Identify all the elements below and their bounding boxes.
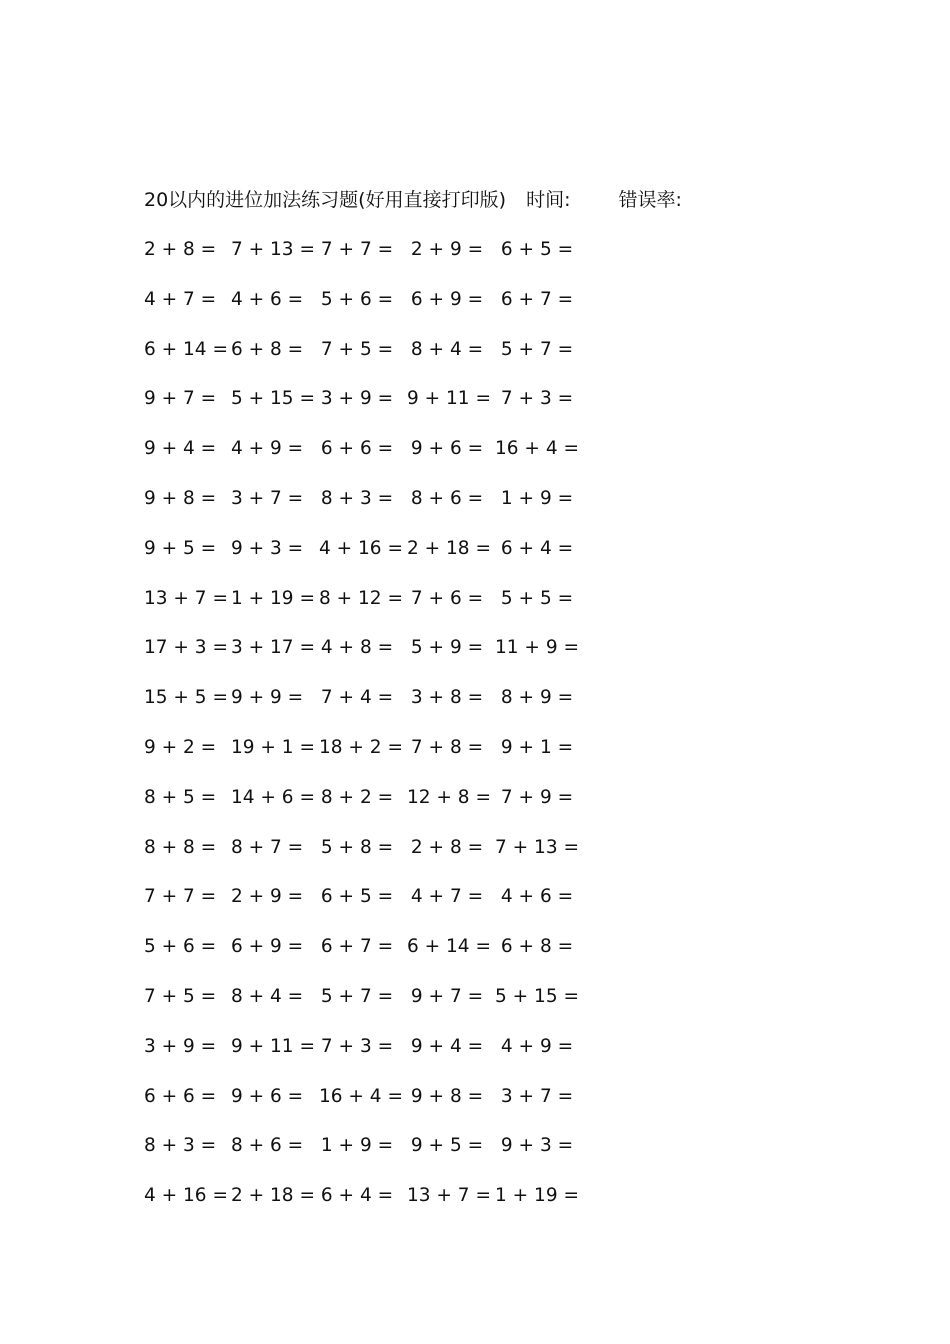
- addition-problem: 4 + 16 =: [319, 537, 403, 559]
- addition-problem: 6 + 7 =: [500, 288, 574, 310]
- addition-problem: 7 + 7 =: [144, 886, 217, 908]
- addition-problem: 6 + 4 =: [320, 1185, 394, 1207]
- addition-problem: 6 + 14 =: [144, 338, 228, 360]
- addition-problem: 1 + 9 =: [500, 487, 574, 509]
- addition-problem: 3 + 7 =: [231, 487, 304, 509]
- addition-problem: 11 + 9 =: [495, 637, 579, 659]
- addition-problem: 7 + 4 =: [320, 687, 394, 709]
- addition-problem: 8 + 5 =: [144, 786, 217, 808]
- addition-problem: 8 + 3 =: [144, 1135, 217, 1157]
- addition-problem: 5 + 7 =: [320, 985, 394, 1007]
- addition-problem: 8 + 4 =: [410, 338, 484, 360]
- addition-problem: 2 + 9 =: [231, 886, 304, 908]
- addition-problem: 9 + 11 =: [407, 388, 491, 410]
- addition-problem: 8 + 4 =: [231, 985, 304, 1007]
- addition-problem: 8 + 2 =: [320, 786, 394, 808]
- addition-problem: 17 + 3 =: [144, 637, 228, 659]
- addition-problem: 9 + 3 =: [231, 537, 304, 559]
- problem-row: [144, 1182, 604, 1232]
- addition-problem: 9 + 6 =: [231, 1085, 304, 1107]
- addition-problem: 1 + 19 =: [231, 587, 315, 609]
- addition-problem: 3 + 17 =: [231, 637, 315, 659]
- addition-problem: 4 + 6 =: [500, 886, 574, 908]
- addition-problem: 7 + 9 =: [500, 786, 574, 808]
- problem-row: [144, 1132, 604, 1182]
- addition-problem: 8 + 6 =: [231, 1135, 304, 1157]
- problem-row: [144, 336, 604, 386]
- addition-problem: 1 + 9 =: [320, 1135, 394, 1157]
- addition-problem: 9 + 9 =: [231, 687, 304, 709]
- worksheet-title: 20以内的进位加法练习题(好用直接打印版): [144, 189, 507, 211]
- problem-row: [144, 883, 604, 933]
- addition-problem: 6 + 6 =: [144, 1085, 217, 1107]
- problem-row: [144, 385, 604, 435]
- addition-problem: 14 + 6 =: [231, 786, 315, 808]
- worksheet-header: [144, 186, 682, 214]
- problem-row: [144, 1083, 604, 1133]
- addition-problem: 6 + 9 =: [231, 936, 304, 958]
- addition-problem: 5 + 7 =: [500, 338, 574, 360]
- addition-problem: 2 + 8 =: [144, 239, 217, 260]
- addition-problem: 18 + 2 =: [319, 736, 403, 758]
- addition-problem: 2 + 9 =: [410, 239, 484, 260]
- addition-problem: 8 + 6 =: [410, 487, 484, 509]
- addition-problem: 9 + 8 =: [410, 1085, 484, 1107]
- addition-problem: 7 + 13 =: [231, 239, 315, 260]
- addition-problem: 6 + 5 =: [320, 886, 394, 908]
- addition-problem: 6 + 7 =: [320, 936, 394, 958]
- addition-problem: 5 + 15 =: [231, 388, 315, 410]
- addition-problem: 7 + 13 =: [495, 836, 579, 858]
- addition-problem: 8 + 7 =: [231, 836, 304, 858]
- addition-problem: 9 + 4 =: [144, 438, 217, 460]
- addition-problem: 5 + 9 =: [410, 637, 484, 659]
- time-label: 时间:: [526, 189, 571, 211]
- addition-problem: 8 + 12 =: [319, 587, 403, 609]
- addition-problem: 9 + 6 =: [410, 438, 484, 460]
- addition-problem: 7 + 3 =: [320, 1035, 394, 1057]
- addition-problem: 15 + 5 =: [144, 687, 228, 709]
- addition-problem: 9 + 1 =: [500, 736, 574, 758]
- addition-problem: 6 + 6 =: [320, 438, 394, 460]
- addition-problem: 6 + 14 =: [407, 936, 491, 958]
- addition-problem: 9 + 3 =: [500, 1135, 574, 1157]
- addition-problem: 2 + 18 =: [231, 1185, 315, 1207]
- addition-problem: 5 + 5 =: [500, 587, 574, 609]
- addition-problem: 5 + 8 =: [320, 836, 394, 858]
- addition-problem: 6 + 8 =: [500, 936, 574, 958]
- addition-problem: 9 + 5 =: [144, 537, 217, 559]
- addition-problem: 4 + 9 =: [500, 1035, 574, 1057]
- addition-problem: 16 + 4 =: [495, 438, 579, 460]
- addition-problem: 2 + 8 =: [410, 836, 484, 858]
- addition-problem: 4 + 16 =: [144, 1185, 228, 1207]
- addition-problem: 5 + 15 =: [495, 985, 579, 1007]
- problem-row: [144, 585, 604, 635]
- addition-problem: 7 + 7 =: [320, 239, 394, 260]
- addition-problem: 4 + 7 =: [410, 886, 484, 908]
- problem-row: [144, 684, 604, 734]
- addition-problem: 16 + 4 =: [319, 1085, 403, 1107]
- problem-row: [144, 933, 604, 983]
- addition-problem: 4 + 6 =: [231, 288, 304, 310]
- addition-problem: 4 + 9 =: [231, 438, 304, 460]
- problem-row: [144, 734, 604, 784]
- addition-problem: 3 + 7 =: [500, 1085, 574, 1107]
- addition-problem: 19 + 1 =: [231, 736, 315, 758]
- addition-problem: 6 + 9 =: [410, 288, 484, 310]
- addition-problem: 8 + 9 =: [500, 687, 574, 709]
- addition-problem: 12 + 8 =: [407, 786, 491, 808]
- addition-problem: 7 + 5 =: [144, 985, 217, 1007]
- addition-problem: 7 + 8 =: [410, 736, 484, 758]
- error-rate-label: 错误率:: [618, 189, 682, 211]
- problem-row: [144, 485, 604, 535]
- problem-grid: [144, 236, 604, 1232]
- problem-row: [144, 1033, 604, 1083]
- problem-row: [144, 834, 604, 884]
- addition-problem: 7 + 5 =: [320, 338, 394, 360]
- addition-problem: 8 + 8 =: [144, 836, 217, 858]
- problem-row: [144, 634, 604, 684]
- problem-row: [144, 784, 604, 834]
- addition-problem: 7 + 6 =: [410, 587, 484, 609]
- addition-problem: 9 + 5 =: [410, 1135, 484, 1157]
- addition-problem: 4 + 8 =: [320, 637, 394, 659]
- addition-problem: 5 + 6 =: [320, 288, 394, 310]
- addition-problem: 3 + 9 =: [320, 388, 394, 410]
- addition-problem: 13 + 7 =: [144, 587, 228, 609]
- addition-problem: 9 + 4 =: [410, 1035, 484, 1057]
- addition-problem: 8 + 3 =: [320, 487, 394, 509]
- addition-problem: 6 + 8 =: [231, 338, 304, 360]
- addition-problem: 9 + 2 =: [144, 736, 217, 758]
- addition-problem: 9 + 8 =: [144, 487, 217, 509]
- addition-problem: 2 + 18 =: [407, 537, 491, 559]
- addition-problem: 4 + 7 =: [144, 288, 217, 310]
- problem-row: [144, 236, 604, 286]
- addition-problem: 6 + 4 =: [500, 537, 574, 559]
- addition-problem: 9 + 11 =: [231, 1035, 315, 1057]
- addition-problem: 9 + 7 =: [144, 388, 217, 410]
- addition-problem: 3 + 9 =: [144, 1035, 217, 1057]
- addition-problem: 13 + 7 =: [407, 1185, 491, 1207]
- addition-problem: 5 + 6 =: [144, 936, 217, 958]
- problem-row: [144, 435, 604, 485]
- problem-row: [144, 286, 604, 336]
- problem-row: [144, 983, 604, 1033]
- addition-problem: 3 + 8 =: [410, 687, 484, 709]
- addition-problem: 7 + 3 =: [500, 388, 574, 410]
- problem-row: [144, 535, 604, 585]
- addition-problem: 6 + 5 =: [500, 239, 574, 260]
- addition-problem: 1 + 19 =: [495, 1185, 579, 1207]
- addition-problem: 9 + 7 =: [410, 985, 484, 1007]
